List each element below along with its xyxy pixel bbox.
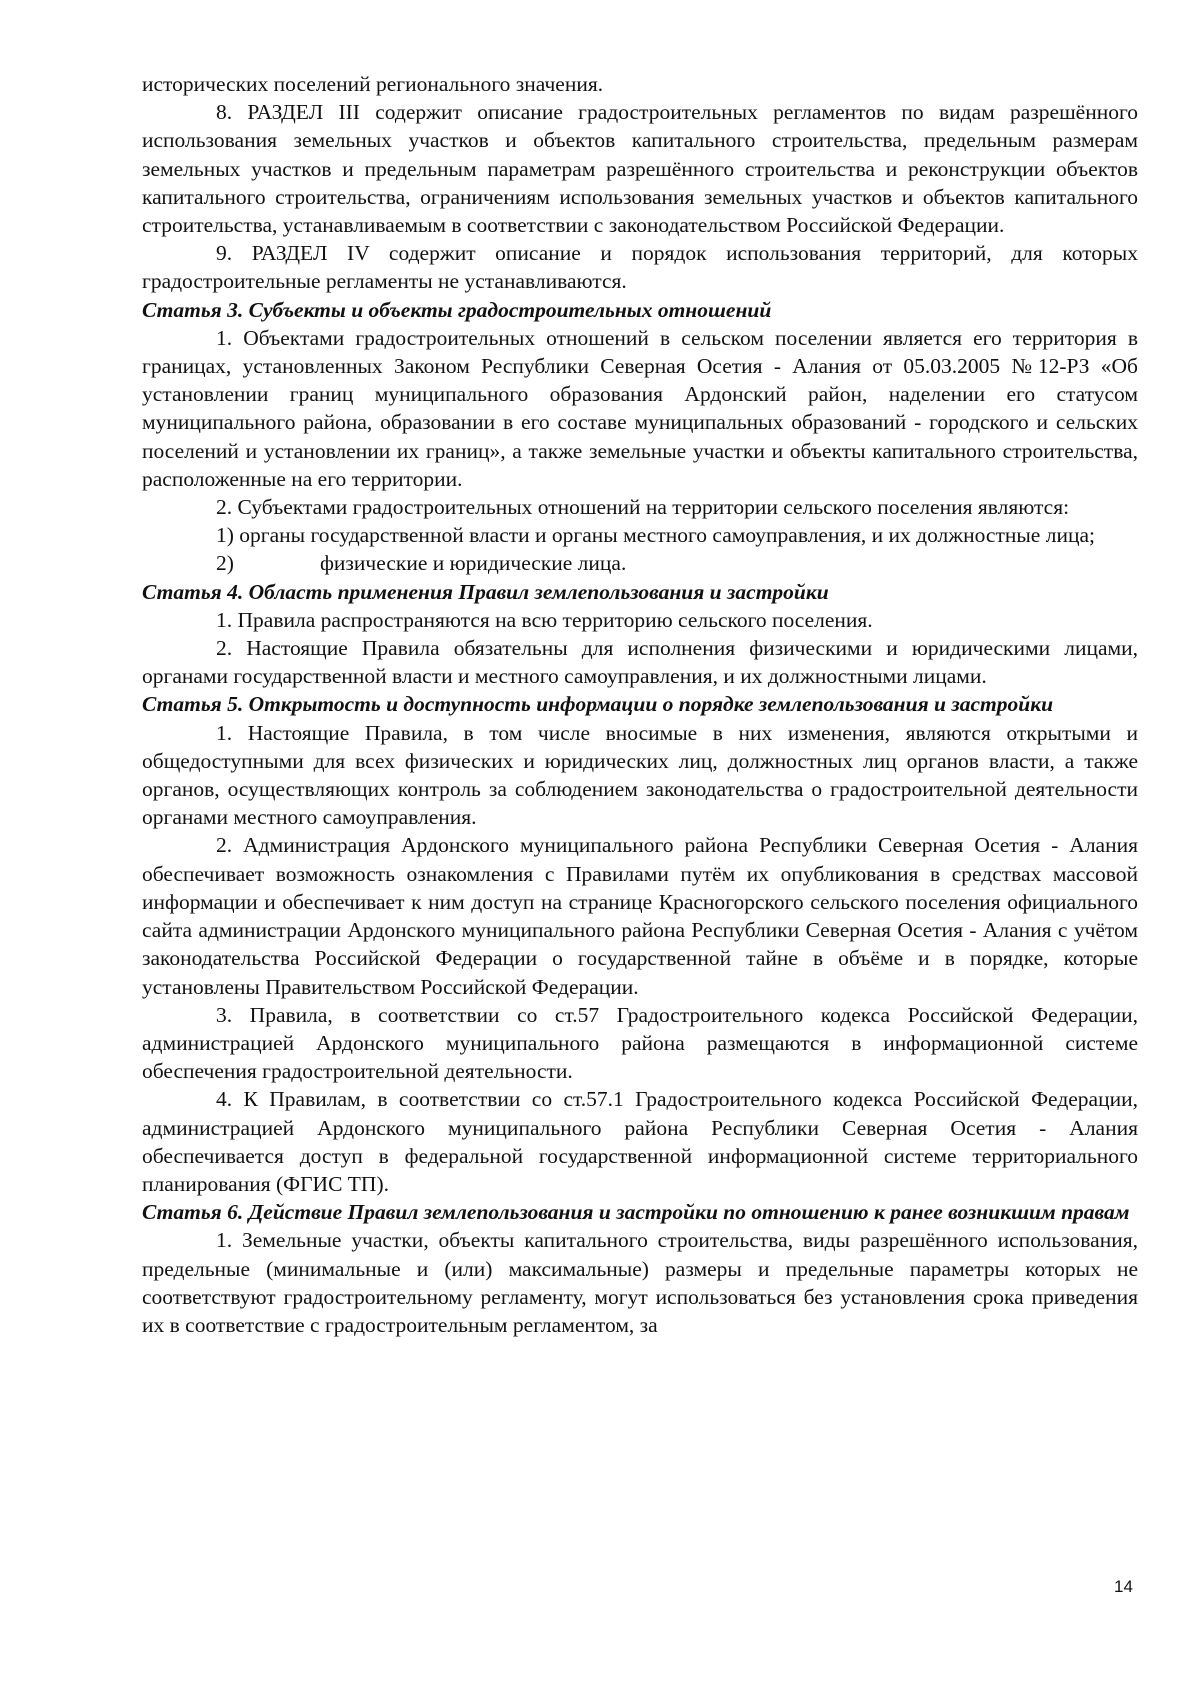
paragraph-continuation: исторических поселений регионального значения. bbox=[142, 72, 604, 96]
list-item-state-bodies: 1) органы государственной власти и органы местного самоуправления, и их должностные лица; bbox=[216, 523, 1095, 548]
document-page bbox=[142, 70, 1138, 1339]
article-6-heading: Статья 6. Действие Правил землепользования и застройки по отношению к ранее возникшим правам bbox=[142, 1200, 1130, 1225]
page-number: 14 bbox=[1114, 1577, 1133, 1596]
paragraph-section-4-description: 9. РАЗДЕЛ IV содержит описание и порядок использования территорий, для которых градостроительные регламенты не устанавливаются. bbox=[142, 241, 1138, 294]
article-3-heading: Статья 3. Субъекты и объекты градостроительных отношений bbox=[142, 297, 772, 322]
list-item-text: физические и юридические лица. bbox=[320, 551, 627, 576]
paragraph-article-5-item-1: 1. Настоящие Правила, в том числе вносимые в них изменения, являются открытыми и общедоступными для всех физических и юридических лиц, должностных лиц органов власти, а также органов, осуществляющих контроль за соблюдением законодательства о градостроительной деятельности органами местного самоуправления. bbox=[142, 720, 1138, 830]
paragraph-article-3-item-2: 2. Субъектами градостроительных отношений на территории сельского поселения являются: bbox=[216, 495, 1070, 520]
list-item-legal-persons bbox=[142, 549, 1138, 577]
article-4-heading: Статья 4. Область применения Правил землепользования и застройки bbox=[142, 579, 829, 604]
article-5-heading: Статья 5. Открытость и доступность информации о порядке землепользования и застройки bbox=[142, 692, 1054, 717]
paragraph-article-5-item-2: 2. Администрация Ардонского муниципального района Республики Северная Осетия - Алания обеспечивает возможность ознакомления с Правилами путём их опубликования в средствах массовой информации и обеспечивает к ним доступ на странице Красногорского сельского поселения официального сайта администрации Ардонского муниципального района Республики Северная Осетия - Алания с учётом законодательства Российской Федерации о государственной тайне в объёме и в порядке, которые установлены Правительством Российской Федерации. bbox=[142, 833, 1138, 999]
paragraph-article-5-item-4: 4. К Правилам, в соответствии со ст.57.1 Градостроительного кодекса Российской Федерации, администрацией Ардонского муниципального района Республики Северная Осетия - Алания обеспечивается доступ в федеральной государственной информационной системе территориального планирования (ФГИС ТП). bbox=[142, 1087, 1138, 1196]
paragraph-article-4-item-1: 1. Правила распространяются на всю территорию сельского поселения. bbox=[216, 607, 873, 632]
paragraph-section-3-description: 8. РАЗДЕЛ III содержит описание градостроительных регламентов по видам разрешённого использования земельных участков и объектов капитального строительства, предельным размерам земельных участков и предельным параметрам разрешённого строительства и реконструкции объектов капитального строительства, ограничениям использования земельных участков и объектов капитального строительства, устанавливаемым в соответствии с законодательством Российской Федерации. bbox=[142, 100, 1138, 238]
list-item-number: 2) bbox=[216, 551, 234, 576]
paragraph-article-3-item-1: 1. Объектами градостроительных отношений в сельском поселении является его территория в границах, установленных Законом Республики Северная Осетия - Алания от 05.03.2005 №12-РЗ «Об установлении границ муниципального образования Ардонский район, наделении его статусом муниципального района, образовании в его составе муниципальных образований - городского и сельских поселений и установлении их границ», а также земельные участки и объекты капитального строительства, расположенные на его территории. bbox=[142, 325, 1138, 491]
paragraph-article-5-item-3: 3. Правила, в соответствии со ст.57 Градостроительного кодекса Российской Федерации, администрацией Ардонского муниципального района размещаются в информационной системе обеспечения градостроительной деятельности. bbox=[142, 1002, 1138, 1084]
paragraph-article-6-item-1: 1. Земельные участки, объекты капитального строительства, виды разрешённого использования, предельные (минимальные и (или) максимальные) размеры и предельные параметры которых не соответствуют градостроительному регламенту, могут использоваться без установления срока приведения их в соответствие с градостроительным регламентом, за bbox=[142, 1228, 1138, 1337]
paragraph-article-4-item-2: 2. Настоящие Правила обязательны для исполнения физическими и юридическими лицами, органами государственной власти и местного самоуправления, и их должностными лицами. bbox=[142, 636, 1138, 689]
